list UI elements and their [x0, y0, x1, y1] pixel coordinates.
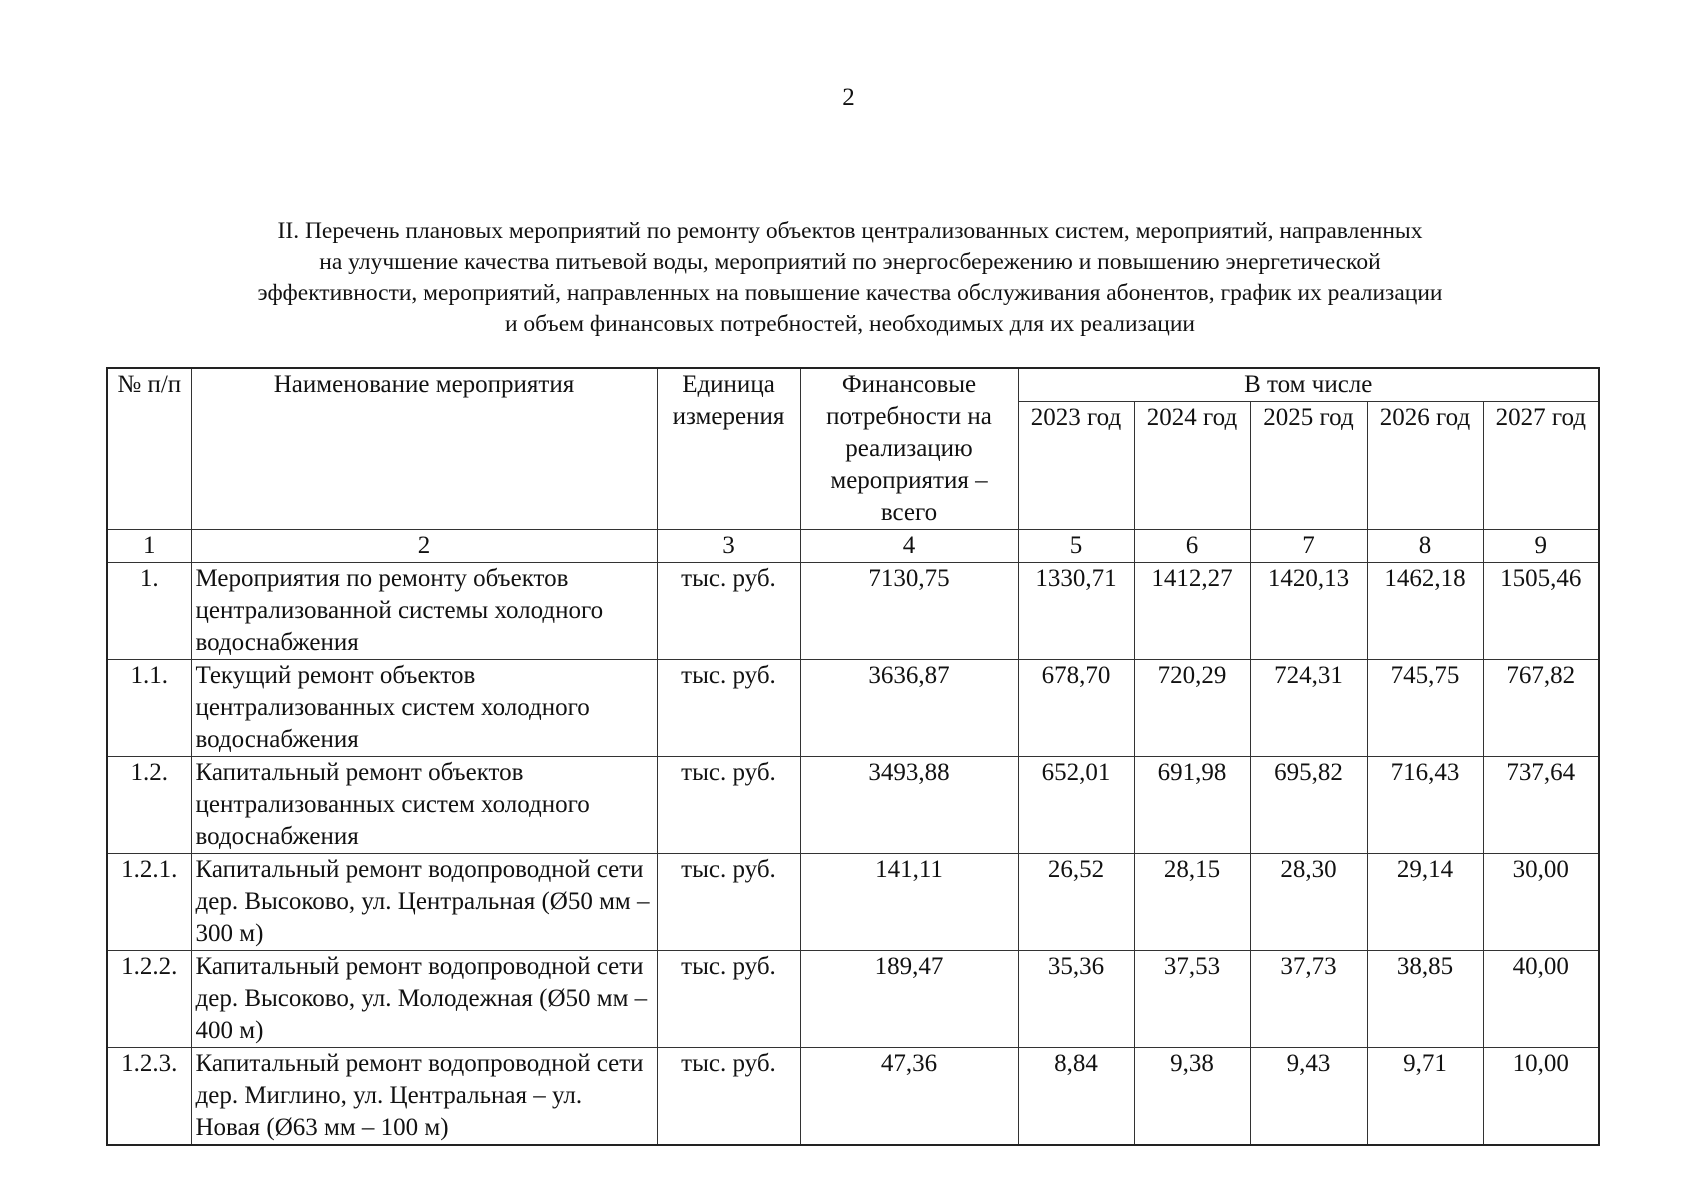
table-row [107, 951, 1599, 1048]
header-including: В том числе [1018, 368, 1599, 402]
row-year-value: 724,31 [1250, 660, 1367, 757]
row-name: Текущий ремонт объектов централизованных систем холодного водоснабжения [191, 660, 657, 757]
row-unit: тыс. руб. [657, 660, 800, 757]
row-year-value: 10,00 [1483, 1048, 1599, 1146]
row-year-value: 26,52 [1018, 854, 1134, 951]
row-year-value: 767,82 [1483, 660, 1599, 757]
title-line: эффективности, мероприятий, направленных на повышение качества обслуживания абонентов, график их реализации [257, 280, 1443, 306]
header-year: 2025 год [1250, 402, 1367, 530]
row-unit: тыс. руб. [657, 854, 800, 951]
table-row [107, 757, 1599, 854]
title-line: II. Перечень плановых мероприятий по ремонту объектов централизованных систем, мероприятий, направленных [277, 218, 1423, 244]
row-year-value: 40,00 [1483, 951, 1599, 1048]
document-title [100, 216, 1600, 340]
row-num: 1.2.3. [107, 1048, 191, 1146]
column-number: 3 [657, 530, 800, 563]
row-year-value: 8,84 [1018, 1048, 1134, 1146]
row-name: Мероприятия по ремонту объектов централизованной системы холодного водоснабжения [191, 563, 657, 660]
row-unit: тыс. руб. [657, 757, 800, 854]
row-num: 1.2. [107, 757, 191, 854]
row-name: Капитальный ремонт водопроводной сети дер. Высоково, ул. Молодежная (Ø50 мм – 400 м) [191, 951, 657, 1048]
row-total: 47,36 [800, 1048, 1018, 1146]
row-year-value: 30,00 [1483, 854, 1599, 951]
header-year: 2024 год [1134, 402, 1250, 530]
row-year-value: 716,43 [1367, 757, 1483, 854]
column-number: 4 [800, 530, 1018, 563]
row-unit: тыс. руб. [657, 1048, 800, 1146]
row-name: Капитальный ремонт объектов централизованных систем холодного водоснабжения [191, 757, 657, 854]
row-year-value: 691,98 [1134, 757, 1250, 854]
table-row [107, 563, 1599, 660]
row-year-value: 720,29 [1134, 660, 1250, 757]
row-year-value: 652,01 [1018, 757, 1134, 854]
activities-table [106, 367, 1600, 1146]
column-numbers-row [107, 530, 1599, 563]
header-name: Наименование мероприятия [191, 368, 657, 530]
header-unit: Единица измерения [657, 368, 800, 530]
row-num: 1.2.2. [107, 951, 191, 1048]
header-num: № п/п [107, 368, 191, 530]
table-row [107, 1048, 1599, 1146]
column-number: 7 [1250, 530, 1367, 563]
page-number: 2 [842, 84, 855, 111]
title-line: на улучшение качества питьевой воды, мероприятий по энергосбережению и повышению энергетической [319, 249, 1381, 275]
row-year-value: 9,38 [1134, 1048, 1250, 1146]
row-year-value: 1330,71 [1018, 563, 1134, 660]
row-year-value: 37,73 [1250, 951, 1367, 1048]
row-total: 189,47 [800, 951, 1018, 1048]
row-year-value: 9,43 [1250, 1048, 1367, 1146]
title-line: и объем финансовых потребностей, необходимых для их реализации [504, 311, 1196, 337]
header-year: 2027 год [1483, 402, 1599, 530]
column-number: 6 [1134, 530, 1250, 563]
row-total: 3493,88 [800, 757, 1018, 854]
row-year-value: 37,53 [1134, 951, 1250, 1048]
row-num: 1. [107, 563, 191, 660]
header-year: 2026 год [1367, 402, 1483, 530]
table-row [107, 854, 1599, 951]
row-year-value: 1412,27 [1134, 563, 1250, 660]
row-year-value: 737,64 [1483, 757, 1599, 854]
row-total: 141,11 [800, 854, 1018, 951]
column-number: 1 [107, 530, 191, 563]
row-total: 3636,87 [800, 660, 1018, 757]
row-unit: тыс. руб. [657, 563, 800, 660]
row-year-value: 745,75 [1367, 660, 1483, 757]
row-year-value: 29,14 [1367, 854, 1483, 951]
row-year-value: 28,30 [1250, 854, 1367, 951]
row-num: 1.2.1. [107, 854, 191, 951]
row-year-value: 1462,18 [1367, 563, 1483, 660]
row-name: Капитальный ремонт водопроводной сети дер. Миглино, ул. Центральная – ул. Новая (Ø63 мм – 100 м) [191, 1048, 657, 1146]
row-unit: тыс. руб. [657, 951, 800, 1048]
row-year-value: 1505,46 [1483, 563, 1599, 660]
header-total: Финансовые потребности на реализацию мероприятия – всего [800, 368, 1018, 530]
table-row [107, 660, 1599, 757]
row-year-value: 9,71 [1367, 1048, 1483, 1146]
row-name: Капитальный ремонт водопроводной сети дер. Высоково, ул. Центральная (Ø50 мм – 300 м) [191, 854, 657, 951]
header-year: 2023 год [1018, 402, 1134, 530]
row-year-value: 38,85 [1367, 951, 1483, 1048]
row-year-value: 678,70 [1018, 660, 1134, 757]
column-number: 2 [191, 530, 657, 563]
row-year-value: 35,36 [1018, 951, 1134, 1048]
row-year-value: 695,82 [1250, 757, 1367, 854]
column-number: 5 [1018, 530, 1134, 563]
row-num: 1.1. [107, 660, 191, 757]
row-total: 7130,75 [800, 563, 1018, 660]
column-number: 8 [1367, 530, 1483, 563]
row-year-value: 1420,13 [1250, 563, 1367, 660]
row-year-value: 28,15 [1134, 854, 1250, 951]
column-number: 9 [1483, 530, 1599, 563]
